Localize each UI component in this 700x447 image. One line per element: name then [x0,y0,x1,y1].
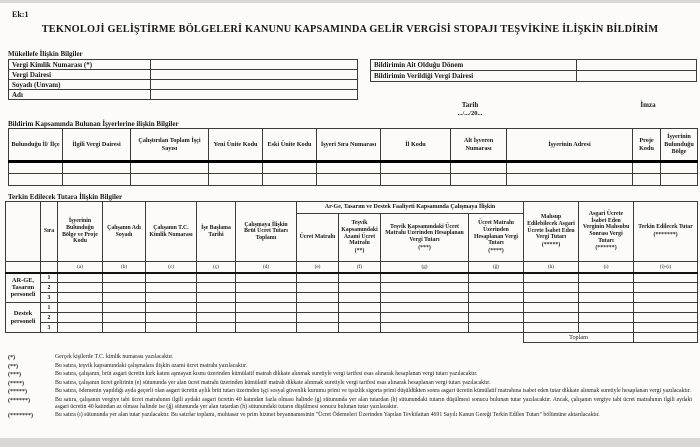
col-header-g: Teşvik Kapsamındaki Ücret Matrahı Üzerinden Hesaplanan Vergi Tutarı (***) [381,214,469,262]
workplaces-section-heading: Bildirim Kapsamında Bulunan İşyerlerine ilişkin Bilgiler [8,120,179,128]
sira-number: 3 [41,293,58,303]
row-group-label-arge: AR-GE, Tasarım personeli [6,273,41,303]
field-value-period [577,60,697,71]
workplaces-table [8,128,698,186]
col-header-gg: Ücret Matrahı Üzerinden Hesaplanan Vergi Tutarı (****) [469,214,524,262]
sira-number: 2 [41,313,58,323]
letter-h: (h) [524,262,579,273]
col-header-project-code: Proje Kodu [633,129,661,162]
letter-b: (b) [103,262,146,273]
table-row [9,80,358,90]
field-label-filing-office: Bildirimin Verildiği Vergi Dairesi [371,71,577,82]
field-label-tax-office: Vergi Dairesi [9,70,151,80]
total-row [6,333,698,343]
col-header-workplace-serial: İşyeri Sıra Numarası [317,129,381,162]
letter-a: (a) [58,262,103,273]
col-header-e: Ücret Matrahı [297,214,339,262]
letter-c: (c) [146,262,197,273]
data-row [6,293,698,303]
footnote: (*****) Bu satıra, ödemenin yapıldığı ayda geçerli olan asgari ücretin aylık brüt tutarı üzerinden işçi sosyal güvenlik kurumu primi ve işsizlik sigorta primi düşüldükten sonra asgari ücretin kümülatif matrahına isabet eden tutar dikkate alınmak suretiyle hesaplanan vergi yazılacaktır. [8,388,691,395]
sira-number: 1 [41,273,58,283]
field-label-name: Adı [9,90,151,100]
col-header-tax-office: İlgili Vergi Dairesi [63,129,131,162]
data-row [6,303,698,313]
col-header-province-code: İl Kodu [381,129,451,162]
field-label-surname: Soyadı (Unvanı) [9,80,151,90]
footnote: (*) Gerçek kişilerde T.C. kimlik numarası yazılacaktır. [8,354,174,361]
taxpayer-section-heading: Mükellefe İlişkin Bilgiler [8,50,83,58]
deduction-table [5,201,698,343]
col-header-c: Çalışanın T.C. Kimlik Numarası [146,202,197,262]
col-header-subcontractor-no: Alt İşveren Numarası [451,129,507,162]
attachment-label: Ek:1 [12,10,29,19]
field-value-surname [151,80,358,90]
col-header-workplace-zone: İşyerinin Bulunduğu Bölge [661,129,698,162]
table-row [9,90,358,100]
date-value: .../.../20... [457,110,483,117]
declaration-info-table [370,59,697,82]
total-label: Toplam [524,333,634,343]
letter-ii: (ı) [579,262,634,273]
taxpayer-info-table [8,59,358,100]
footnote: (*******) Bu satıra (ı) sütununda yer alan tutar yazılacaktır. Bu satırlar toplamı, muhtasar ve prim hizmet beyannamesinin "Ücret Ödemeleri Üzerinden Yapılan Tevkifattan 4691 Sayılı Kanun Gereği Terkin Edilen Tutarı" bölümüne aktarılacaktır. [8,412,600,420]
col-header-f: Teşvik Kapsamındaki Azami Ücret Matrahı (**) [339,214,381,262]
field-label-period: Bildirimin Ait Olduğu Dönem [371,60,577,71]
date-block [430,101,510,117]
col-header-old-unit-code: Eski Ünite Kodu [263,129,317,162]
col-header-h: Mahsup Edilebilecek Asgari Ücrete İsabet Eden Vergi Tutarı (*****) [524,202,579,262]
col-header-ii: Asgari Ücrete İsabet Eden Verginin Mahsubu Sonrası Vergi Tutarı (******) [579,202,634,262]
col-header-sira: Sıra [41,202,58,262]
field-label-tax-id: Vergi Kimlik Numarası (*) [9,60,151,70]
letter-e: (e) [297,262,339,273]
column-letter-row [6,262,698,273]
footnote: (****) Bu satıra, çalışanın ücret gelirinin (e) sütununda yer alan ücret matrahı üzerinden kümülatif matrah dikkate alınmak suretiyle vergi tarifesi esas alınarak hesaplanan vergi tutarı yazılacaktır. [8,379,491,387]
field-value-tax-id [151,60,358,70]
col-header-total-workers: Çalıştırılan Toplam İşçi Sayısı [131,129,209,162]
table-row [371,60,697,71]
group-header-row [6,202,698,214]
letter-d: (d) [236,262,297,273]
signature-label: İmza [640,101,656,109]
empty-data-row [9,174,698,186]
group-header-arge: Ar-Ge, Tasarım ve Destek Faaliyeti Kapsamında Çalışmaya İlişkin [297,202,524,214]
letter-g: (g) [381,262,469,273]
header-row [9,129,698,162]
table-row [9,60,358,70]
col-header-d: Çalışmaya İlişkin Brüt Ücret Tutarı Toplamı [236,202,297,262]
footnote: (***) Bu satıra, çalışanın, brüt asgari ücretin kırk katını aşmayan kısmı üzerinden kümülatif matrah dikkate alınmak suretiyle vergi tarifesi esas alınarak hesaplanan vergi tutarı yazılacaktır. [8,371,478,378]
sira-number: 2 [41,283,58,293]
letter-gg: (ğ) [469,262,524,273]
col-header-a: İşyerinin Bulunduğu Bölge ve Proje Kodu [58,202,103,262]
footnote: (******) Bu satıra, çalışanın vergiye tabi ücret matrahının ilgili aydaki asgari ücretin 40 katından fazla olması halinde (g) sütununda yer alan tutardan (h) sütunundaki tutarın düşülmesi sonucu bulunan tutar yazılacaktır. Ancak, çalışanın vergiye tabi ücret matrahının ilgili aydaki asgari ücretin 40 katından az olması halinde ise (ğ) sütununda yer alan tutardan (h) sütunundaki tutarın düşülmesi sonucu bulunan tutar yazılacaktır. [8,396,692,411]
empty-data-row [9,162,698,174]
field-value-filing-office [577,71,697,82]
col-header-workplace-address: İşyerinin Adresi [507,129,633,162]
letter-cc: (ç) [197,262,236,273]
col-header-cc: İşe Başlama Tarihi [197,202,236,262]
col-header-province: Bulunduğu İl/ İlçe [9,129,63,162]
total-value-cell [634,333,698,343]
form-title: TEKNOLOJİ GELİŞTİRME BÖLGELERİ KANUNU KAPSAMINDA GELİR VERGİSİ STOPAJI TEŞVİKİNE İLİŞKİN BİLDİRİM [41,24,659,35]
date-label: Tarih [461,101,479,109]
sira-number: 1 [41,303,58,313]
footnotes-block [8,354,696,421]
data-row [6,323,698,333]
deduction-section-heading: Terkin Edilecek Tutara İlişkin Bilgiler [8,193,123,201]
data-row [6,283,698,293]
field-value-tax-office [151,70,358,80]
table-row [371,71,697,82]
data-row [6,273,698,283]
table-row [9,70,358,80]
field-value-name [151,90,358,100]
col-header-terkin: Terkin Edilecek Tutar (*******) [634,202,698,262]
col-header-b: Çalışanın Adı Soyadı [103,202,146,262]
letter-terkin: (i)-(ı) [634,262,698,273]
data-row [6,313,698,323]
letter-f: (f) [339,262,381,273]
row-label-spacer [6,202,41,262]
footnote: (**) Bu satıra, teşvik kapsamındaki çalışmalara ilişkin azami ücret matrahı yazılacaktır. [8,362,248,370]
scanned-form-page [0,3,700,438]
row-group-label-destek: Destek personeli [6,303,41,333]
sira-number: 3 [41,323,58,333]
col-header-new-unit-code: Yeni Ünite Kodu [209,129,263,162]
